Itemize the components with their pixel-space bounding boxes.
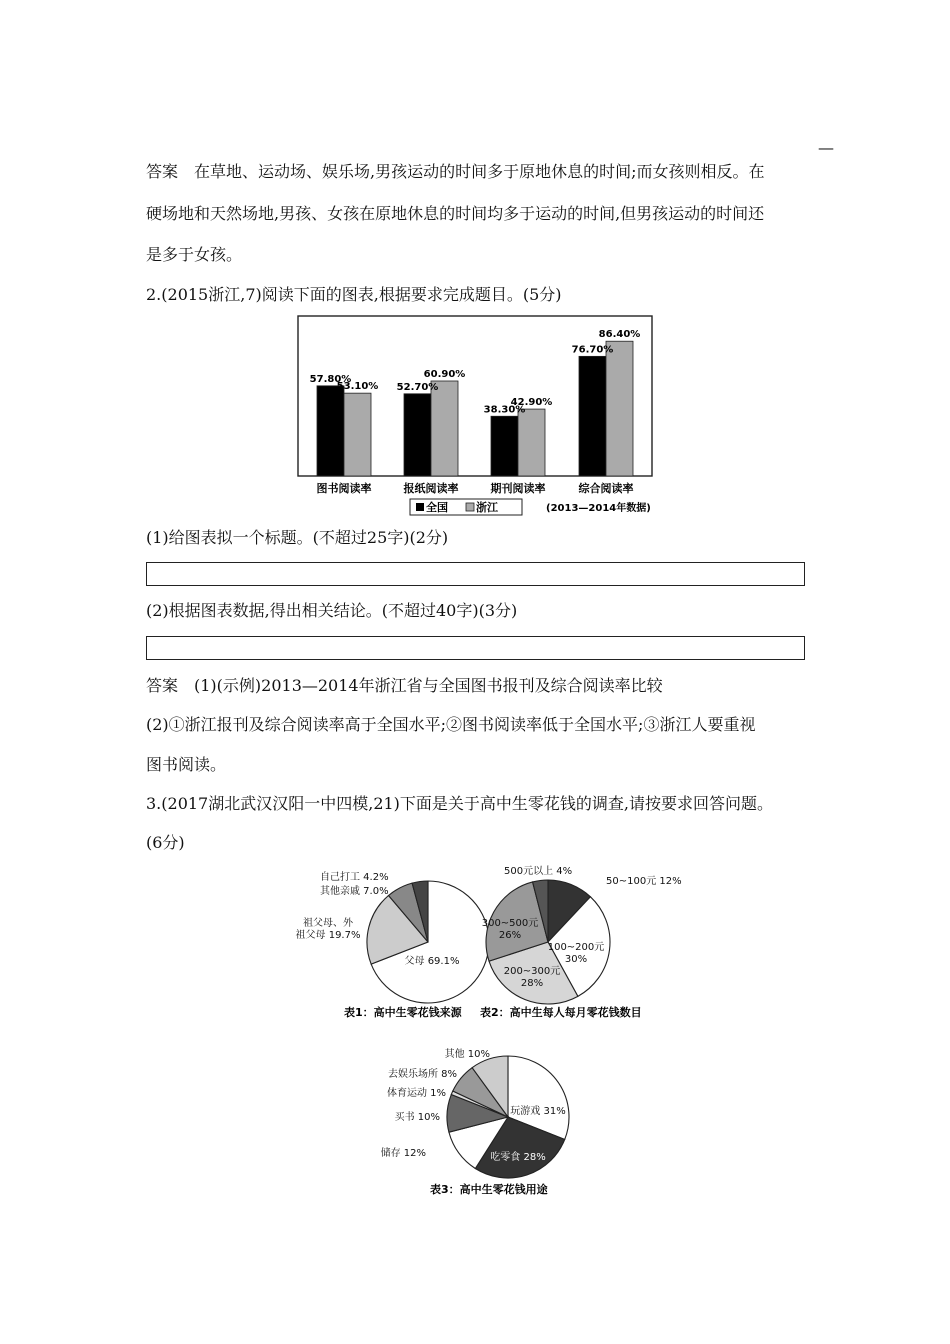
bar-3-1 <box>606 341 633 476</box>
legend-label-national: 全国 <box>426 501 448 514</box>
bar-0-1 <box>344 393 371 476</box>
bar-value-label: 60.90% <box>423 368 466 380</box>
pie-slice-label: 体育运动 1% <box>386 1088 446 1099</box>
answer-box-1[interactable] <box>146 562 805 586</box>
page-mark: — <box>818 138 834 157</box>
pie-2-title: 表2：高中生每人每月零花钱数目 <box>480 1006 642 1019</box>
legend-swatch-national <box>416 503 424 511</box>
chart-legend <box>410 499 522 515</box>
question-3-stem-line-1: 3.(2017湖北武汉汉阳一中四模,21)下面是关于高中生零花钱的调查,请按要求回答问题。 <box>146 794 774 813</box>
bar-value-label: 42.90% <box>510 397 553 409</box>
chart-note: (2013—2014年数据) <box>546 503 651 514</box>
category-label: 期刊阅读率 <box>490 482 546 495</box>
legend-label-zhejiang: 浙江 <box>476 501 498 514</box>
pie-3-title: 表3：高中生零花钱用途 <box>430 1183 548 1196</box>
pie-1-title: 表1：高中生零花钱来源 <box>344 1006 462 1019</box>
pie-slice-label: 吃零食 28% <box>490 1152 546 1163</box>
reading-rate-bar-chart <box>290 312 660 520</box>
pie-slice-label: 其他亲戚 7.0% <box>320 886 389 897</box>
answer-1-line-2: 硬场地和天然场地,男孩、女孩在原地休息的时间均多于运动的时间,但男孩运动的时间还 <box>146 204 765 223</box>
pie-slice-label: 100~200元 30% <box>547 942 605 965</box>
pie-slice-label: 自己打工 4.2% <box>320 872 389 883</box>
bar-value-label: 86.40% <box>598 329 641 341</box>
bar-2-0 <box>491 416 518 476</box>
bar-value-label: 57.80% <box>309 373 352 385</box>
bar-1-1 <box>431 381 458 476</box>
question-3-stem-line-2: (6分) <box>146 833 185 852</box>
answer-2-line-2: (2)①浙江报刊及综合阅读率高于全国水平;②图书阅读率低于全国水平;③浙江人要重视 <box>146 715 756 734</box>
bar-3-0 <box>579 356 606 476</box>
pie-slice-label: 去娱乐场所 8% <box>387 1069 457 1080</box>
bar-value-label: 76.70% <box>571 344 614 356</box>
category-label: 综合阅读率 <box>578 482 634 495</box>
question-2-stem: 2.(2015浙江,7)阅读下面的图表,根据要求完成题目。(5分) <box>146 285 562 304</box>
bar-value-label: 52.70% <box>396 381 439 393</box>
answer-1-line-3: 是多于女孩。 <box>146 245 243 264</box>
pie-slice-label: 父母 69.1% <box>404 956 460 967</box>
answer-1-line-1: 答案 在草地、运动场、娱乐场,男孩运动的时间多于原地休息的时间;而女孩则相反。在 <box>146 162 765 181</box>
question-2-sub-1: (1)给图表拟一个标题。(不超过25字)(2分) <box>146 528 449 547</box>
question-2-sub-2: (2)根据图表数据,得出相关结论。(不超过40字)(3分) <box>146 601 518 620</box>
bar-value-label: 38.30% <box>483 404 526 416</box>
answer-2-line-3: 图书阅读。 <box>146 755 227 774</box>
bar-value-label: 53.10% <box>336 381 379 393</box>
bar-0-0 <box>317 386 344 476</box>
pie-slice-label: 50~100元 12% <box>606 876 682 887</box>
pie-slice-label: 500元以上 4% <box>504 866 573 877</box>
legend-swatch-zhejiang <box>466 503 474 511</box>
category-label: 报纸阅读率 <box>403 482 459 495</box>
pie-slice-label: 祖父母、外祖父母 19.7% <box>295 918 361 941</box>
bar-1-0 <box>404 394 431 476</box>
pocket-money-pie-charts-top <box>295 858 682 1026</box>
answer-box-2[interactable] <box>146 636 805 660</box>
bar-2-1 <box>518 409 545 476</box>
pie-slice-label: 300~500元 26% <box>481 918 539 941</box>
pie-slice-label: 其他 10% <box>444 1049 490 1060</box>
pie-slice-label: 200~300元 28% <box>503 966 561 989</box>
pie-slice-label: 买书 10% <box>394 1112 440 1123</box>
pocket-money-pie-chart-usage <box>360 1040 600 1200</box>
pie-slice-label: 玩游戏 31% <box>510 1106 566 1117</box>
answer-2-line-1: 答案 (1)(示例)2013—2014年浙江省与全国图书报刊及综合阅读率比较 <box>146 676 663 695</box>
pie-slice-label: 储存 12% <box>380 1148 426 1159</box>
category-label: 图书阅读率 <box>316 482 372 495</box>
